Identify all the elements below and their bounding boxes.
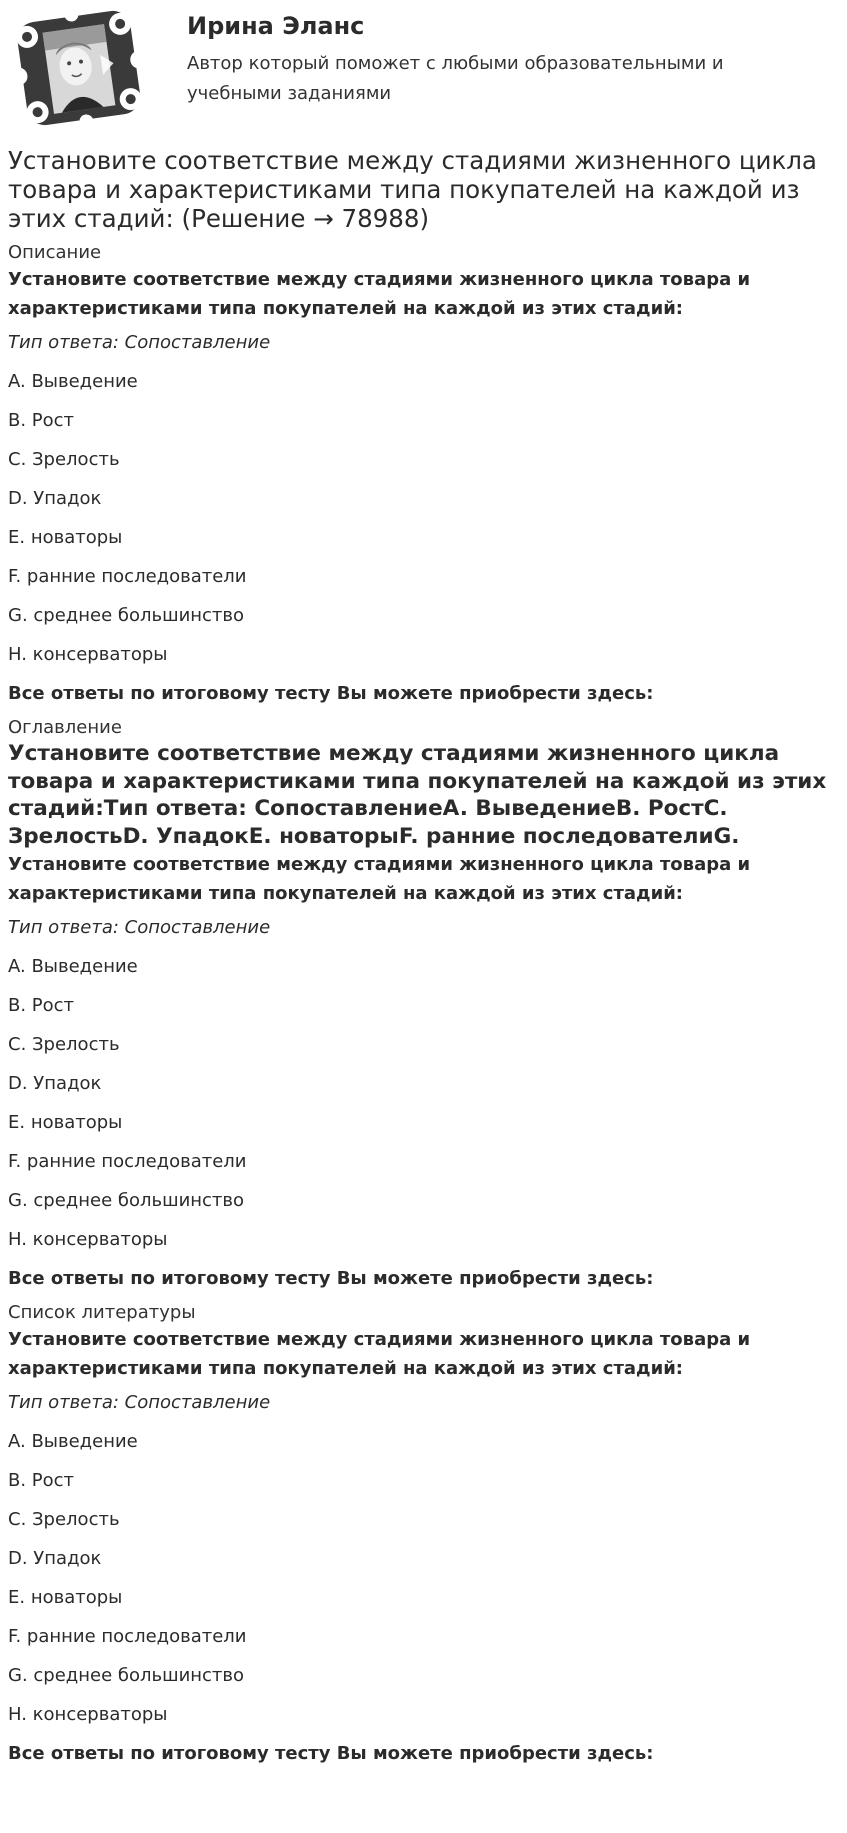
description-block [0, 265, 847, 706]
page-title: Установите соответствие между стадиями жизненного цикла товара и характеристиками типа покупателей на каждой из этих стадий: (Решение → 78988) [8, 146, 817, 233]
answer-type: Тип ответа: Сопоставление [8, 332, 271, 353]
option-item: E. новаторы [8, 1112, 123, 1133]
answer-type: Тип ответа: Сопоставление [8, 917, 271, 938]
film-reel-avatar-icon [8, 8, 150, 130]
question-text: Установите соответствие между стадиями жизненного цикла товара и характеристиками типа покупателей на каждой из этих стадий: [8, 854, 751, 904]
section-label-description: Описание [8, 242, 102, 263]
option-item: A. Выведение [8, 956, 138, 977]
question-text: Установите соответствие между стадиями жизненного цикла товара и характеристиками типа покупателей на каждой из этих стадий: [8, 269, 751, 319]
option-item: H. консерваторы [8, 644, 168, 665]
option-item: G. среднее большинство [8, 1665, 245, 1686]
option-item: C. Зрелость [8, 1509, 120, 1530]
option-item: G. среднее большинство [8, 1190, 245, 1211]
option-item: A. Выведение [8, 1431, 138, 1452]
author-name[interactable]: Ирина Эланс [187, 12, 365, 40]
section-label-toc: Оглавление [8, 717, 122, 738]
option-item: C. Зрелость [8, 449, 120, 470]
option-item: E. новаторы [8, 527, 123, 548]
option-item: G. среднее большинство [8, 605, 245, 626]
toc-block [0, 850, 847, 1291]
option-item: B. Рост [8, 410, 75, 431]
option-item: E. новаторы [8, 1587, 123, 1608]
purchase-cta: Все ответы по итоговому тесту Вы можете приобрести здесь: [8, 1743, 654, 1764]
option-item: A. Выведение [8, 371, 138, 392]
option-item: C. Зрелость [8, 1034, 120, 1055]
option-item: F. ранние последователи [8, 566, 247, 587]
author-description: Автор который поможет с любыми образовательными и учебными заданиями [187, 53, 724, 104]
option-item: B. Рост [8, 995, 75, 1016]
option-item: F. ранние последователи [8, 1151, 247, 1172]
option-item: D. Упадок [8, 1548, 102, 1569]
purchase-cta: Все ответы по итоговому тесту Вы можете приобрести здесь: [8, 1268, 654, 1289]
answer-type: Тип ответа: Сопоставление [8, 1392, 271, 1413]
question-text: Установите соответствие между стадиями жизненного цикла товара и характеристиками типа покупателей на каждой из этих стадий: [8, 1329, 751, 1379]
references-block [0, 1325, 847, 1766]
option-item: H. консерваторы [8, 1704, 168, 1725]
option-item: D. Упадок [8, 488, 102, 509]
author-card [0, 0, 847, 146]
option-item: H. консерваторы [8, 1229, 168, 1250]
option-item: B. Рост [8, 1470, 75, 1491]
section-label-references: Список литературы [8, 1302, 196, 1323]
toc-text: Установите соответствие между стадиями жизненного цикла товара и характеристиками типа покупателей на каждой из этих стадий:Тип ответа: СопоставлениеA. ВыведениеB. РостC. ЗрелостьD. УпадокE. новаторыF. ранние последователиG. [8, 741, 827, 849]
option-item: F. ранние последователи [8, 1626, 247, 1647]
option-item: D. Упадок [8, 1073, 102, 1094]
purchase-cta: Все ответы по итоговому тесту Вы можете приобрести здесь: [8, 683, 654, 704]
